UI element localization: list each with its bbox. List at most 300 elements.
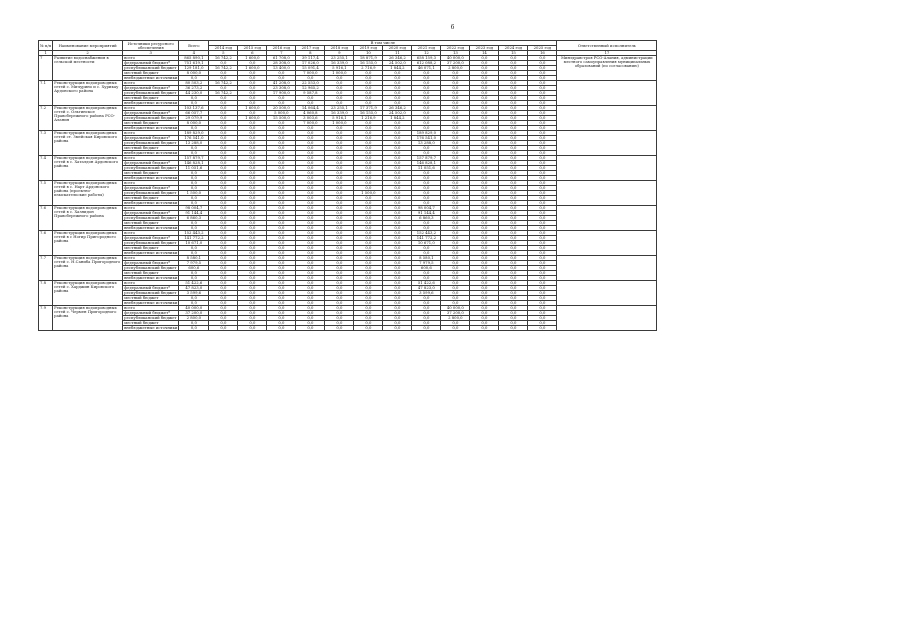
year-value: 0,0 bbox=[296, 156, 325, 161]
year-value: 0,0 bbox=[499, 131, 528, 136]
year-value: 0,0 bbox=[354, 181, 383, 186]
year-value: 0,0 bbox=[470, 146, 499, 151]
measure-name: Реконструкция водопроводных сетей в с. Хаталдон Ардонского района bbox=[53, 156, 123, 181]
year-value: 0,0 bbox=[383, 301, 412, 306]
year-value: 1 000,0 bbox=[325, 121, 354, 126]
total-value: 157 879,7 bbox=[179, 156, 209, 161]
column-number: 17 bbox=[557, 51, 657, 56]
year-value: 0,0 bbox=[441, 71, 470, 76]
year-value: 0,0 bbox=[296, 186, 325, 191]
year-value: 24 502,0 bbox=[383, 61, 412, 66]
year-value: 0,0 bbox=[528, 221, 557, 226]
year-value: 0,0 bbox=[209, 126, 238, 131]
responsible-executor-empty bbox=[557, 206, 657, 231]
year-value: 0,0 bbox=[238, 121, 267, 126]
year-value: 0,0 bbox=[354, 316, 383, 321]
year-value: 0,0 bbox=[528, 306, 557, 311]
year-value: 0,0 bbox=[354, 236, 383, 241]
year-value: 0,0 bbox=[209, 286, 238, 291]
measure-number: 7.9 bbox=[39, 306, 53, 331]
year-value: 0,0 bbox=[470, 56, 499, 61]
year-value: 0,0 bbox=[499, 241, 528, 246]
year-value: 0,0 bbox=[412, 221, 441, 226]
year-value: 0,0 bbox=[499, 266, 528, 271]
year-value: 0,0 bbox=[325, 181, 354, 186]
year-value: 0,0 bbox=[499, 251, 528, 256]
year-value: 0,0 bbox=[412, 96, 441, 101]
year-value: 0,0 bbox=[267, 136, 296, 141]
year-value: 0,0 bbox=[470, 181, 499, 186]
year-value: 0,0 bbox=[325, 251, 354, 256]
year-value: 0,0 bbox=[499, 121, 528, 126]
year-value: 1 216,9 bbox=[354, 116, 383, 121]
year-value: 7 000,0 bbox=[296, 71, 325, 76]
total-value: 13 288,0 bbox=[179, 141, 209, 146]
total-value: 0,0 bbox=[179, 201, 209, 206]
year-value: 0,0 bbox=[441, 246, 470, 251]
year-value: 0,0 bbox=[296, 126, 325, 131]
responsible-executor-empty bbox=[557, 81, 657, 106]
column-number: 10 bbox=[354, 51, 383, 56]
total-value: 0,0 bbox=[179, 126, 209, 131]
year-value: 0,0 bbox=[296, 316, 325, 321]
year-value: 22 553,0 bbox=[296, 81, 325, 86]
year-value: 0,0 bbox=[441, 136, 470, 141]
year-value: 0,0 bbox=[238, 316, 267, 321]
funding-source-label: всего bbox=[123, 256, 179, 261]
year-value: 0,0 bbox=[470, 246, 499, 251]
year-value: 0,0 bbox=[528, 291, 557, 296]
year-value: 0,0 bbox=[296, 286, 325, 291]
column-number: 6 bbox=[238, 51, 267, 56]
year-value: 0,0 bbox=[296, 131, 325, 136]
year-value: 0,0 bbox=[441, 116, 470, 121]
measure-number: 7.4 bbox=[39, 156, 53, 181]
year-value: 47 823,0 bbox=[412, 286, 441, 291]
funding-source-label: республиканский бюджет bbox=[123, 291, 179, 296]
year-value: 612 088,2 bbox=[412, 61, 441, 66]
year-value: 0,0 bbox=[383, 141, 412, 146]
funding-source-label: местный бюджет bbox=[123, 246, 179, 251]
year-value: 0,0 bbox=[238, 326, 267, 331]
year-value: 0,0 bbox=[470, 76, 499, 81]
measure-number: 7.6 bbox=[39, 206, 53, 231]
year-value: 0,0 bbox=[383, 246, 412, 251]
header-year: 2019 год bbox=[354, 46, 383, 51]
year-value: 0,0 bbox=[412, 251, 441, 256]
year-value: 0,0 bbox=[412, 201, 441, 206]
year-value: 26 346,2 bbox=[383, 106, 412, 111]
year-value: 0,0 bbox=[325, 91, 354, 96]
year-value: 0,0 bbox=[528, 201, 557, 206]
total-value: 8 580,1 bbox=[179, 256, 209, 261]
year-value: 0,0 bbox=[499, 61, 528, 66]
funding-source-label: федеральный бюджет* bbox=[123, 261, 179, 266]
year-value: 0,0 bbox=[325, 196, 354, 201]
year-value: 0,0 bbox=[528, 151, 557, 156]
year-value: 0,0 bbox=[325, 201, 354, 206]
year-value: 0,0 bbox=[528, 91, 557, 96]
responsible-executor: Минздравстроя РСО-Алания, администрации местного самоуправления муниципальных образований (по согласованию) bbox=[557, 56, 657, 81]
funding-source-label: внебюджетные источники bbox=[124, 100, 178, 105]
year-value: 0,0 bbox=[470, 226, 499, 231]
funding-source-label: федеральный бюджет* bbox=[123, 186, 179, 191]
year-value: 0,0 bbox=[441, 211, 470, 216]
year-value: 9 587,8 bbox=[296, 91, 325, 96]
year-value: 0,0 bbox=[296, 176, 325, 181]
year-value: 0,0 bbox=[412, 196, 441, 201]
year-value: 0,0 bbox=[209, 141, 238, 146]
year-value: 0,0 bbox=[528, 281, 557, 286]
year-value: 0,0 bbox=[209, 121, 238, 126]
year-value: 0,0 bbox=[499, 286, 528, 291]
year-value: 0,0 bbox=[238, 211, 267, 216]
column-number: 1 bbox=[39, 51, 53, 56]
year-value: 0,0 bbox=[325, 86, 354, 91]
year-value: 0,0 bbox=[412, 226, 441, 231]
funding-source-label: федеральный бюджет* bbox=[123, 311, 179, 316]
year-value: 0,0 bbox=[441, 146, 470, 151]
funding-source-label: всего bbox=[123, 131, 179, 136]
year-value: 0,0 bbox=[441, 291, 470, 296]
year-value: 0,0 bbox=[528, 246, 557, 251]
year-value: 0,0 bbox=[209, 226, 238, 231]
year-value: 0,0 bbox=[325, 281, 354, 286]
year-value: 0,0 bbox=[325, 226, 354, 231]
year-value: 0,0 bbox=[470, 171, 499, 176]
year-value: 0,0 bbox=[209, 311, 238, 316]
year-value: 0,0 bbox=[209, 161, 238, 166]
year-value: 0,0 bbox=[412, 321, 441, 326]
year-value: 0,0 bbox=[296, 181, 325, 186]
year-value: 0,0 bbox=[209, 131, 238, 136]
year-value: 0,0 bbox=[354, 251, 383, 256]
year-value: 0,0 bbox=[238, 126, 267, 131]
year-value: 0,0 bbox=[325, 186, 354, 191]
year-value: 0,0 bbox=[441, 141, 470, 146]
year-value: 0,0 bbox=[470, 216, 499, 221]
year-value: 0,0 bbox=[325, 161, 354, 166]
funding-source-label: республиканский бюджет bbox=[123, 241, 179, 246]
year-value: 0,0 bbox=[441, 101, 470, 106]
year-value: 0,0 bbox=[354, 196, 383, 201]
year-value: 0,0 bbox=[412, 101, 441, 106]
year-value: 0,0 bbox=[209, 201, 238, 206]
year-value: 0,0 bbox=[470, 186, 499, 191]
year-value: 23 255,1 bbox=[325, 56, 354, 61]
header-including: В том числе bbox=[209, 41, 557, 46]
year-value: 0,0 bbox=[325, 261, 354, 266]
year-value: 0,0 bbox=[267, 196, 296, 201]
year-value: 0,0 bbox=[238, 321, 267, 326]
year-value: 0,0 bbox=[383, 131, 412, 136]
year-value: 0,0 bbox=[267, 121, 296, 126]
year-value: 0,0 bbox=[209, 326, 238, 331]
year-value: 0,0 bbox=[499, 176, 528, 181]
year-value: 5 000,0 bbox=[267, 111, 296, 116]
year-value: 0,0 bbox=[296, 221, 325, 226]
year-value: 0,0 bbox=[296, 211, 325, 216]
year-value: 0,0 bbox=[441, 181, 470, 186]
year-value: 0,0 bbox=[470, 221, 499, 226]
year-value: 0,0 bbox=[354, 321, 383, 326]
year-value: 0,0 bbox=[470, 111, 499, 116]
year-value: 0,0 bbox=[412, 91, 441, 96]
year-value: 0,0 bbox=[470, 66, 499, 71]
year-value: 0,0 bbox=[499, 141, 528, 146]
year-value: 0,0 bbox=[238, 71, 267, 76]
year-value: 0,0 bbox=[354, 266, 383, 271]
funding-source-label: федеральный бюджет* bbox=[123, 61, 179, 66]
year-value: 0,0 bbox=[383, 306, 412, 311]
year-value: 0,0 bbox=[528, 271, 557, 276]
column-number: 15 bbox=[499, 51, 528, 56]
year-value: 0,0 bbox=[325, 191, 354, 196]
year-value: 0,0 bbox=[383, 196, 412, 201]
year-value: 0,0 bbox=[441, 296, 470, 301]
year-value: 0,0 bbox=[354, 86, 383, 91]
table-row bbox=[39, 106, 657, 111]
year-value: 0,0 bbox=[209, 206, 238, 211]
year-value: 0,0 bbox=[354, 126, 383, 131]
year-value: 0,0 bbox=[267, 171, 296, 176]
year-value: 0,0 bbox=[499, 231, 528, 236]
year-value: 0,0 bbox=[238, 141, 267, 146]
year-value: 0,0 bbox=[470, 276, 499, 281]
year-value: 0,0 bbox=[238, 91, 267, 96]
year-value: 0,0 bbox=[267, 221, 296, 226]
year-value: 0,0 bbox=[325, 146, 354, 151]
year-value: 1 500,0 bbox=[354, 191, 383, 196]
year-value: 0,0 bbox=[267, 181, 296, 186]
year-value: 0,0 bbox=[209, 291, 238, 296]
year-value: 0,0 bbox=[499, 96, 528, 101]
responsible-executor-empty bbox=[557, 231, 657, 256]
year-value: 0,0 bbox=[528, 96, 557, 101]
year-value: 0,0 bbox=[267, 161, 296, 166]
year-value: 0,0 bbox=[470, 106, 499, 111]
year-value: 17 900,0 bbox=[267, 91, 296, 96]
year-value: 0,0 bbox=[325, 176, 354, 181]
year-value: 0,0 bbox=[209, 76, 238, 81]
year-value: 0,0 bbox=[383, 266, 412, 271]
funding-source-label: внебюджетные источники bbox=[124, 250, 178, 255]
year-value: 0,0 bbox=[499, 171, 528, 176]
year-value: 0,0 bbox=[528, 106, 557, 111]
year-value: 0,0 bbox=[528, 186, 557, 191]
year-value: 0,0 bbox=[528, 261, 557, 266]
funding-source-label: федеральный бюджет* bbox=[123, 211, 179, 216]
funding-source-label: внебюджетные источники bbox=[124, 300, 178, 305]
year-value: 0,0 bbox=[499, 221, 528, 226]
year-value: 0,0 bbox=[383, 206, 412, 211]
header-year: 2020 год bbox=[383, 46, 412, 51]
year-value: 0,0 bbox=[470, 206, 499, 211]
funding-source-label: всего bbox=[123, 56, 179, 61]
year-value: 0,0 bbox=[412, 86, 441, 91]
year-value: 0,0 bbox=[412, 76, 441, 81]
year-value: 0,0 bbox=[441, 106, 470, 111]
year-value: 0,0 bbox=[528, 56, 557, 61]
year-value: 0,0 bbox=[441, 261, 470, 266]
year-value: 0,0 bbox=[238, 226, 267, 231]
year-value: 0,0 bbox=[528, 196, 557, 201]
year-value: 0,0 bbox=[325, 156, 354, 161]
total-value: 600,6 bbox=[179, 266, 209, 271]
year-value: 0,0 bbox=[528, 86, 557, 91]
year-value: 0,0 bbox=[238, 146, 267, 151]
total-value: 751 619,1 bbox=[179, 61, 209, 66]
year-value: 0,0 bbox=[238, 186, 267, 191]
year-value: 0,0 bbox=[499, 211, 528, 216]
year-value: 0,0 bbox=[325, 221, 354, 226]
year-value: 0,0 bbox=[470, 136, 499, 141]
column-number: 14 bbox=[470, 51, 499, 56]
year-value: 0,0 bbox=[441, 196, 470, 201]
responsible-executor-empty bbox=[557, 281, 657, 306]
year-value: 0,0 bbox=[325, 241, 354, 246]
year-value: 0,0 bbox=[528, 211, 557, 216]
total-value: 0,0 bbox=[179, 246, 209, 251]
funding-source-label: республиканский бюджет bbox=[123, 166, 179, 171]
total-value: 0,0 bbox=[179, 171, 209, 176]
funding-source-label: местный бюджет bbox=[123, 296, 179, 301]
funding-source-label: внебюджетные источники bbox=[124, 225, 178, 230]
year-value: 0,0 bbox=[528, 241, 557, 246]
year-value: 0,0 bbox=[325, 211, 354, 216]
measure-number: 7.8 bbox=[39, 281, 53, 306]
year-value: 0,0 bbox=[441, 266, 470, 271]
responsible-executor-empty bbox=[557, 256, 657, 281]
year-value: 0,0 bbox=[209, 106, 238, 111]
year-value: 0,0 bbox=[267, 291, 296, 296]
year-value: 0,0 bbox=[209, 181, 238, 186]
year-value: 0,0 bbox=[354, 326, 383, 331]
year-value: 0,0 bbox=[383, 226, 412, 231]
year-value: 0,0 bbox=[354, 281, 383, 286]
year-value: 0,0 bbox=[383, 256, 412, 261]
measure-name: Реконструкция водопроводных сетей в с. Нарт Ардонского района (проектно-изыскательские работы) bbox=[53, 181, 123, 206]
year-value: 0,0 bbox=[354, 296, 383, 301]
year-value: 0,0 bbox=[441, 171, 470, 176]
measure-name: Реконструкция водопроводных сетей в с Ногир Пригородного района bbox=[53, 231, 123, 256]
year-value: 0,0 bbox=[296, 276, 325, 281]
year-value: 0,0 bbox=[238, 286, 267, 291]
year-value: 0,0 bbox=[354, 121, 383, 126]
year-value: 98 004,7 bbox=[412, 206, 441, 211]
year-value: 0,0 bbox=[238, 201, 267, 206]
year-value: 0,0 bbox=[412, 71, 441, 76]
header-responsible: Ответственный исполнитель bbox=[557, 41, 657, 51]
measure-name: Реконструкция водопроводных сетей с. Мичурино и с. Хурикау Ардонского района bbox=[53, 81, 123, 106]
measure-number: 7 bbox=[39, 56, 53, 81]
header-year: 2015 год bbox=[238, 46, 267, 51]
total-value: 6 860,3 bbox=[179, 216, 209, 221]
year-value: 0,0 bbox=[209, 191, 238, 196]
year-value: 24 502,0 bbox=[383, 111, 412, 116]
year-value: 16 155,0 bbox=[354, 61, 383, 66]
year-value: 0,0 bbox=[209, 301, 238, 306]
year-value: 0,0 bbox=[499, 311, 528, 316]
total-value: 129 181,0 bbox=[179, 66, 209, 71]
funding-source-label: всего bbox=[123, 206, 179, 211]
year-value: 0,0 bbox=[441, 166, 470, 171]
year-value: 0,0 bbox=[441, 281, 470, 286]
year-value: 0,0 bbox=[296, 231, 325, 236]
year-value: 0,0 bbox=[209, 276, 238, 281]
year-value: 0,0 bbox=[296, 161, 325, 166]
year-value: 0,0 bbox=[325, 321, 354, 326]
year-value: 0,0 bbox=[470, 176, 499, 181]
year-value: 0,0 bbox=[209, 306, 238, 311]
year-value: 16 155,0 bbox=[354, 111, 383, 116]
year-value: 0,0 bbox=[383, 171, 412, 176]
year-value: 17 371,9 bbox=[354, 106, 383, 111]
year-value: 0,0 bbox=[238, 76, 267, 81]
year-value: 0,0 bbox=[499, 76, 528, 81]
year-value: 0,0 bbox=[499, 166, 528, 171]
year-value: 141 772,2 bbox=[412, 236, 441, 241]
year-value: 0,0 bbox=[383, 231, 412, 236]
year-value: 0,0 bbox=[267, 76, 296, 81]
year-value: 0,0 bbox=[383, 96, 412, 101]
funding-source-label: республиканский бюджет bbox=[123, 91, 179, 96]
year-value: 0,0 bbox=[325, 126, 354, 131]
year-value: 0,0 bbox=[354, 291, 383, 296]
year-value: 0,0 bbox=[354, 71, 383, 76]
year-value: 0,0 bbox=[499, 86, 528, 91]
year-value: 0,0 bbox=[528, 266, 557, 271]
total-value: 0,0 bbox=[179, 151, 209, 156]
year-value: 0,0 bbox=[499, 196, 528, 201]
year-value: 0,0 bbox=[470, 271, 499, 276]
year-value: 0,0 bbox=[499, 256, 528, 261]
year-value: 0,0 bbox=[383, 221, 412, 226]
year-value: 0,0 bbox=[354, 156, 383, 161]
year-value: 0,0 bbox=[441, 121, 470, 126]
year-value: 0,0 bbox=[383, 211, 412, 216]
measure-number: 7.5 bbox=[39, 181, 53, 206]
year-value: 0,0 bbox=[470, 261, 499, 266]
funding-source-label: федеральный бюджет* bbox=[123, 286, 179, 291]
funding-source-label: республиканский бюджет bbox=[123, 266, 179, 271]
year-value: 0,0 bbox=[238, 96, 267, 101]
year-value: 0,0 bbox=[296, 216, 325, 221]
year-value: 0,0 bbox=[209, 321, 238, 326]
year-value: 0,0 bbox=[528, 311, 557, 316]
year-value: 0,0 bbox=[209, 196, 238, 201]
funding-source-label: местный бюджет bbox=[123, 71, 179, 76]
year-value: 0,0 bbox=[238, 101, 267, 106]
year-value: 0,0 bbox=[499, 186, 528, 191]
year-value: 15 500,0 bbox=[267, 116, 296, 121]
total-value: 3 599,6 bbox=[179, 291, 209, 296]
year-value: 0,0 bbox=[441, 156, 470, 161]
year-value: 0,0 bbox=[325, 326, 354, 331]
year-value: 1 600,0 bbox=[238, 66, 267, 71]
funding-source-label: федеральный бюджет* bbox=[123, 136, 179, 141]
year-value: 16 742,2 bbox=[209, 66, 238, 71]
year-value: 0,0 bbox=[238, 171, 267, 176]
year-value: 0,0 bbox=[441, 151, 470, 156]
year-value: 0,0 bbox=[499, 206, 528, 211]
year-value: 0,0 bbox=[325, 311, 354, 316]
year-value: 0,0 bbox=[383, 161, 412, 166]
year-value: 0,0 bbox=[354, 226, 383, 231]
year-value: 0,0 bbox=[528, 136, 557, 141]
measure-name: Реконструкция водопроводных сетей ст. Змейская Кировского района bbox=[53, 131, 123, 156]
year-value: 0,0 bbox=[470, 196, 499, 201]
